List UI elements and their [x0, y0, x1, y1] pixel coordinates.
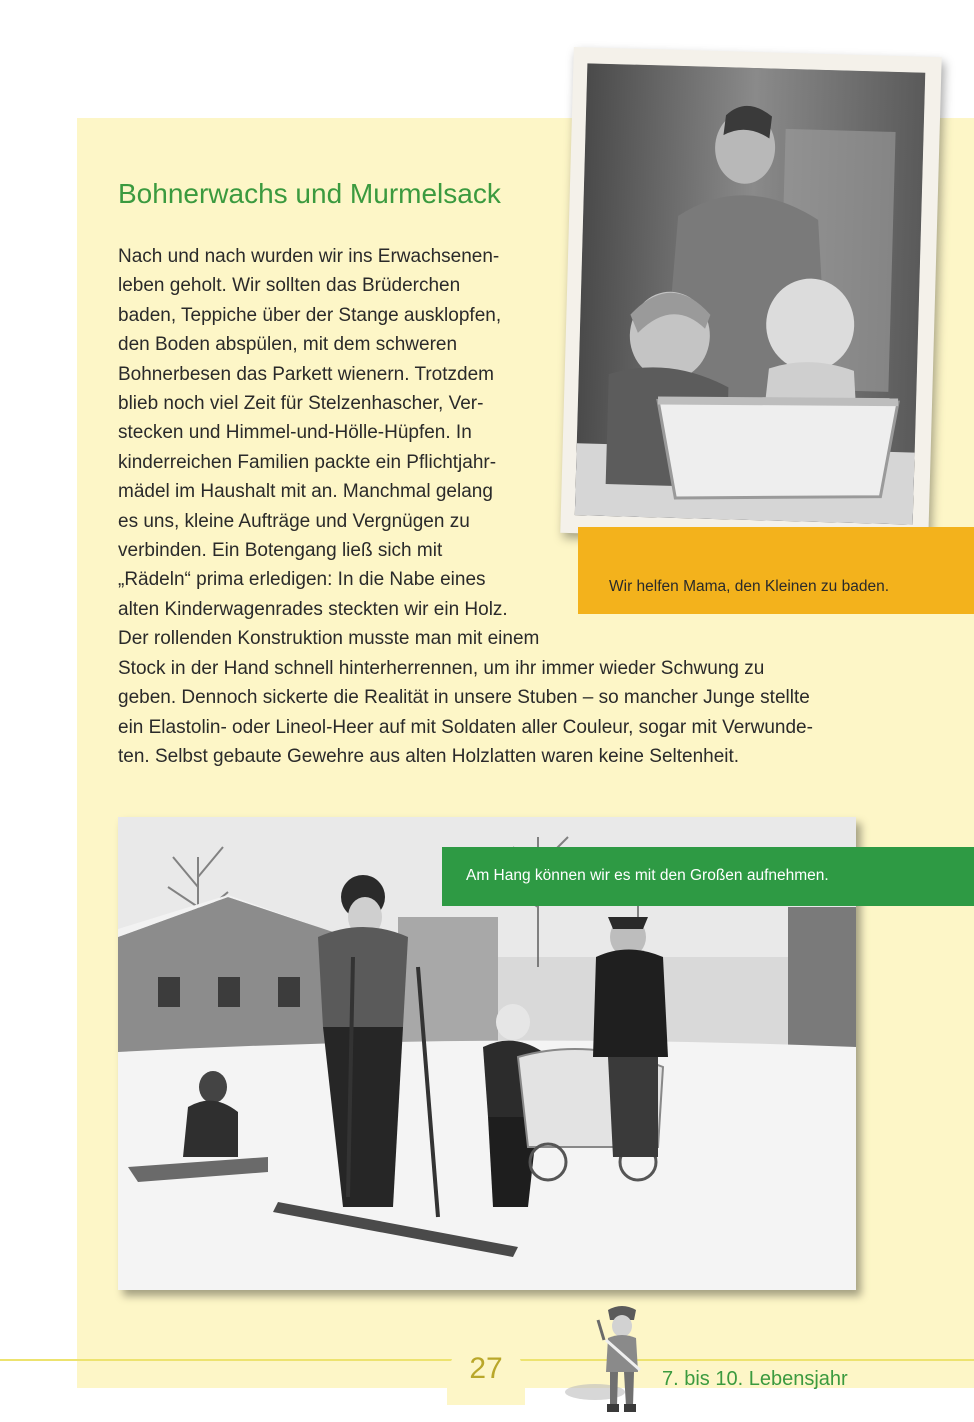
body-line: „Rädeln“ prima erledigen: In die Nabe eines [118, 569, 486, 591]
caption-bathing-text: Wir helfen Mama, den Kleinen zu baden. [609, 578, 890, 595]
caption-bathing [578, 527, 974, 614]
caption-snow-text: Am Hang können wir es mit den Großen aufnehmen. [466, 867, 829, 884]
body-line: stecken und Himmel-und-Hölle-Hüpfen. In [118, 422, 472, 444]
body-line: den Boden abspülen, mit dem schweren [118, 334, 458, 356]
body-line: blieb noch viel Zeit für Stelzenhascher, Ver- [118, 393, 484, 415]
body-line: ein Elastolin- oder Lineol-Heer auf mit Soldaten aller Couleur, sogar mit Verwunde- [118, 716, 813, 738]
page-number: 27 [469, 1352, 503, 1385]
toy-soldier-figure [560, 1300, 660, 1417]
body-line: baden, Teppiche über der Stange ausklopfen, [118, 304, 502, 326]
body-line: Bohnerbesen das Parkett wienern. Trotzdem [118, 363, 494, 385]
body-line: Stock in der Hand schnell hinterherrennen, um ihr immer wieder Schwung zu [118, 657, 765, 679]
body-line: verbinden. Ein Botengang ließ sich mit [118, 540, 443, 562]
photo-frame-bathing [560, 47, 941, 543]
caption-snow [442, 847, 974, 906]
section-label: 7. bis 10. Lebensjahr [662, 1368, 848, 1390]
body-line: leben geholt. Wir sollten das Brüderchen [118, 275, 461, 297]
body-line: geben. Dennoch sickerte die Realität in unsere Stuben – so mancher Junge stellte [118, 687, 810, 709]
body-line: Nach und nach wurden wir ins Erwachsenen- [118, 246, 500, 267]
body-line: alten Kinderwagenrades steckten wir ein Holz. [118, 598, 508, 620]
article-title: Bohnerwachs und Murmelsack [118, 178, 501, 209]
body-line: Der rollenden Konstruktion musste man mit einem [118, 628, 540, 650]
body-line: kinderreichen Familien packte ein Pflichtjahr- [118, 451, 497, 473]
body-line: ten. Selbst gebaute Gewehre aus alten Holzlatten waren keine Seltenheit. [118, 745, 740, 767]
body-line: mädel im Haushalt mit an. Manchmal gelang [118, 481, 493, 503]
photo-bathing [575, 63, 925, 524]
body-line: es uns, kleine Aufträge und Vergnügen zu [118, 510, 470, 532]
